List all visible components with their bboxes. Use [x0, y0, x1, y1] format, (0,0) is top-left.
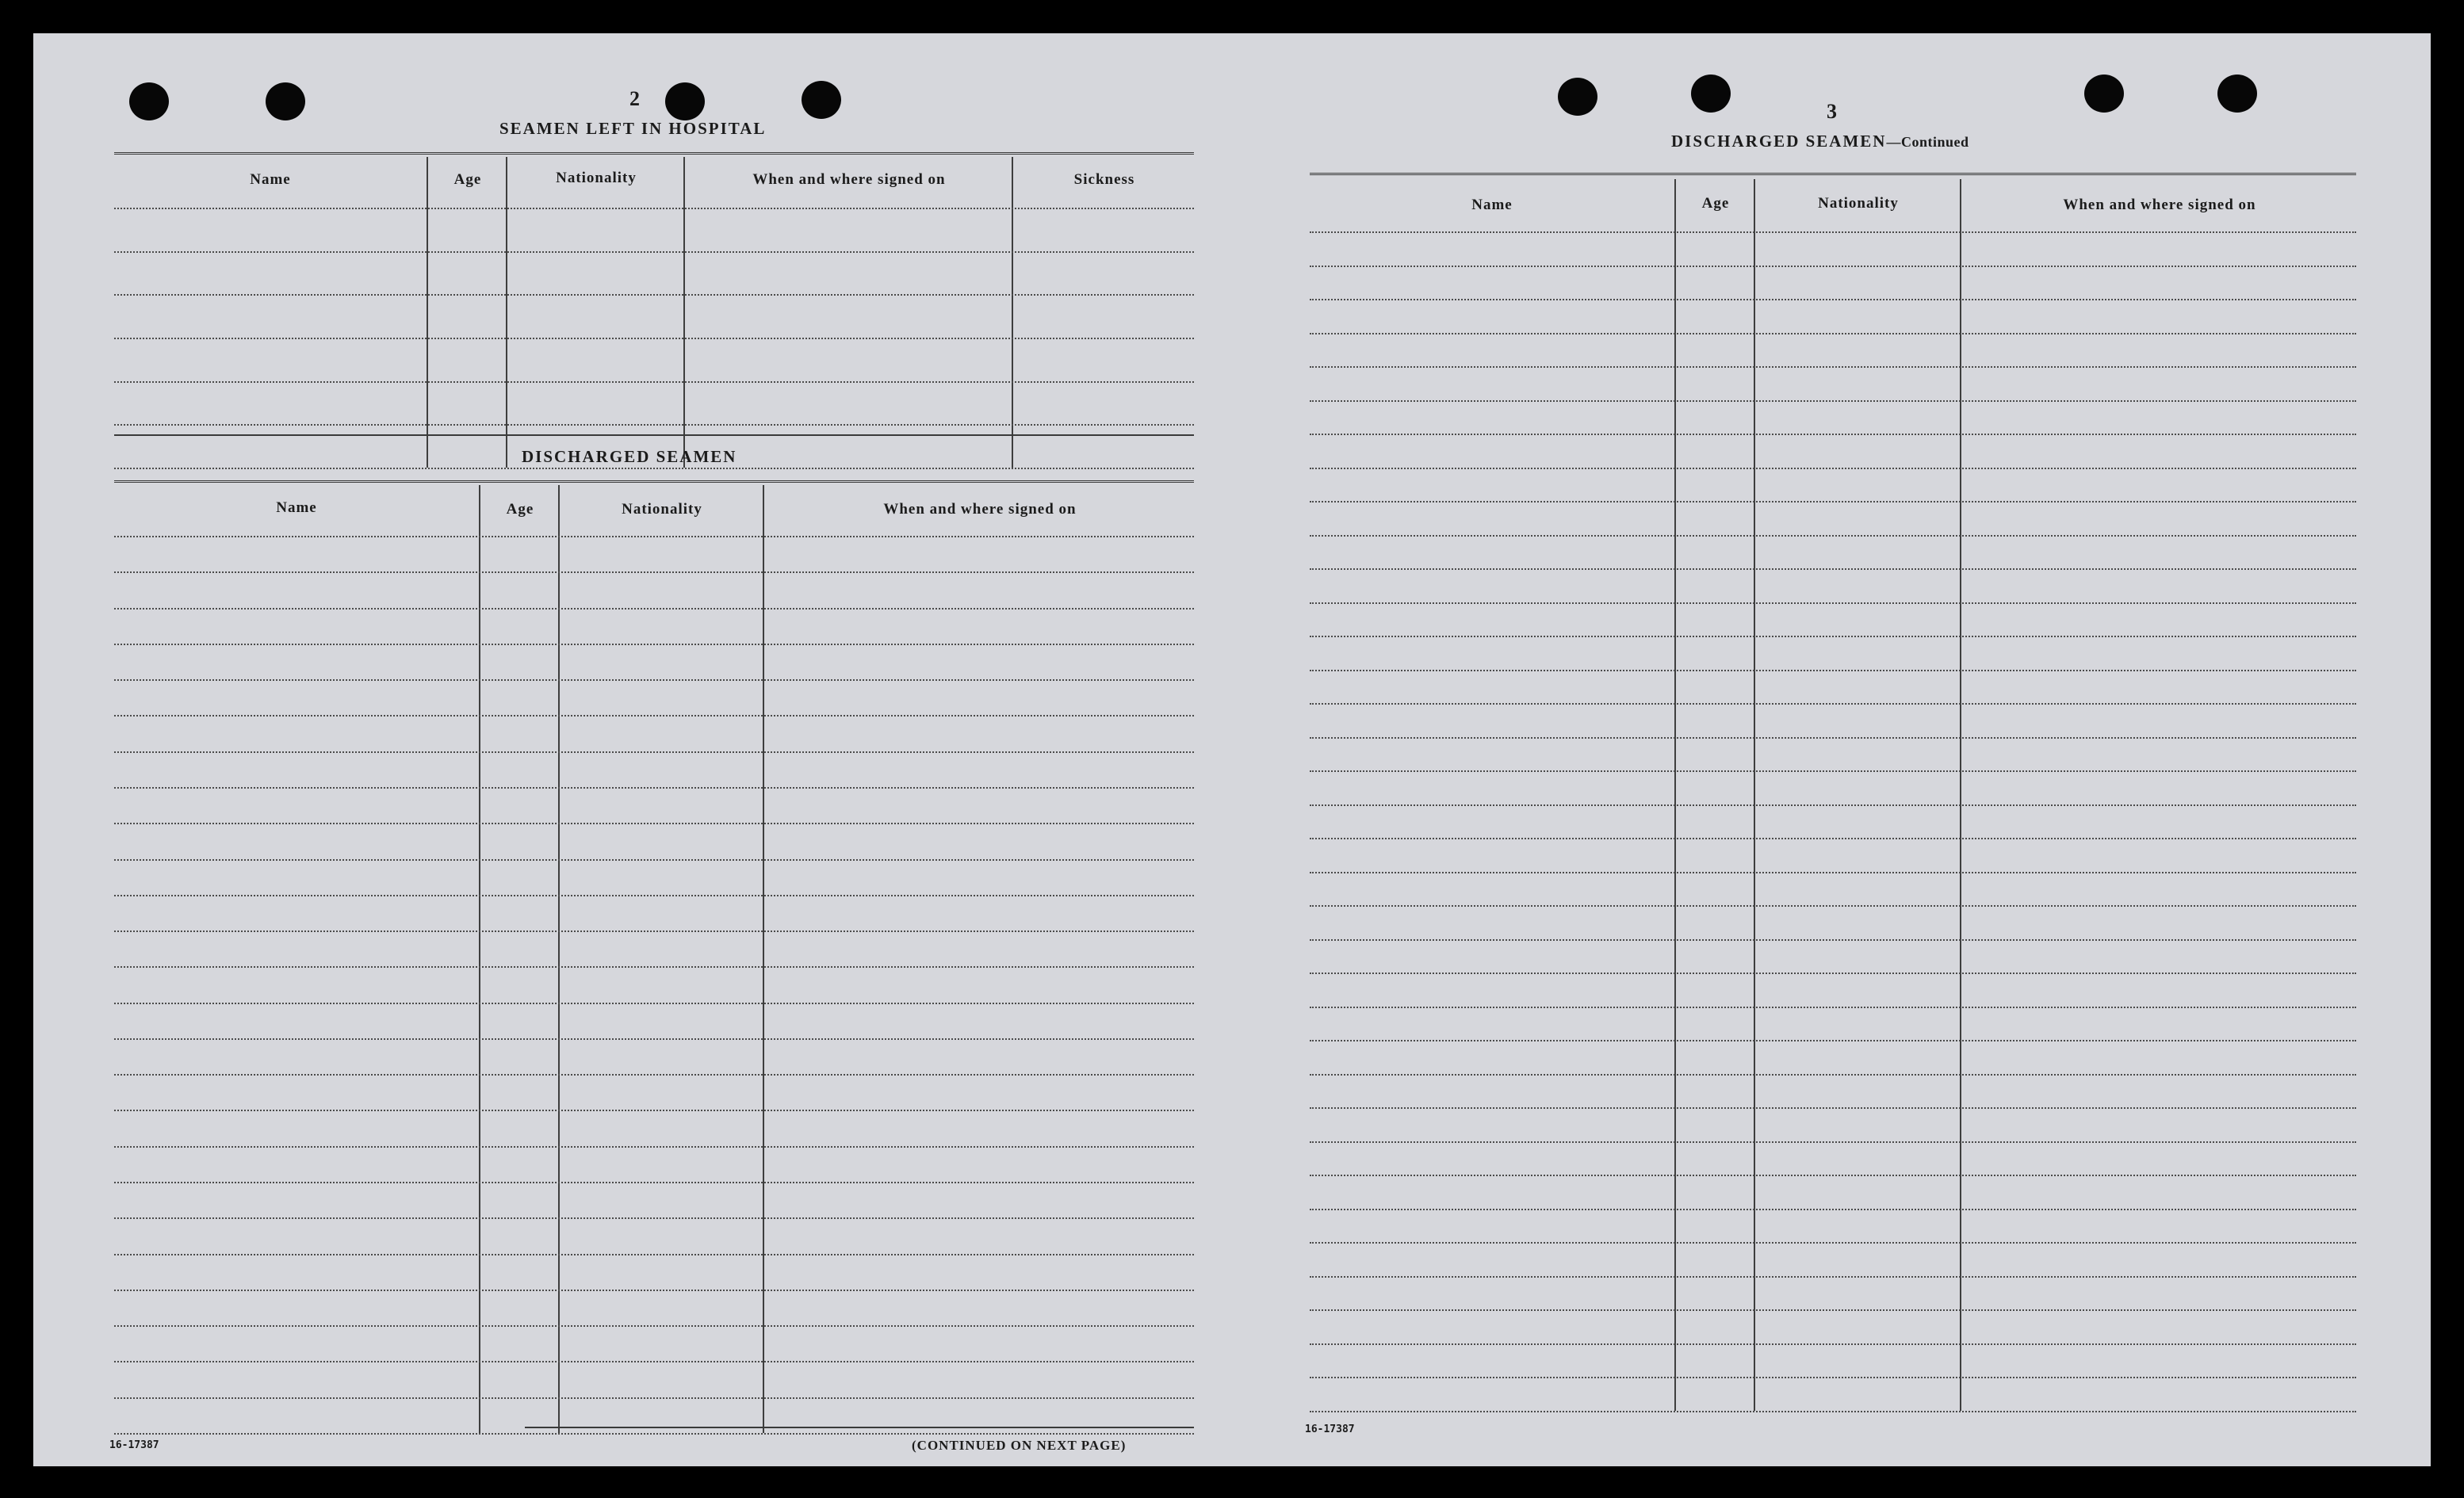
column-nationality	[1754, 179, 1961, 1411]
table-row	[114, 468, 1194, 469]
hospital-table	[114, 157, 1194, 468]
table-row	[114, 1325, 1194, 1327]
table-row	[1310, 636, 2356, 637]
table-row	[1310, 838, 2356, 839]
table-row	[1310, 1074, 2356, 1076]
column-sickness	[1012, 157, 1196, 468]
left-page-number: 2	[629, 87, 641, 110]
punch-hole-icon	[1691, 75, 1731, 113]
column-header: Name	[250, 171, 291, 188]
table-row	[1310, 973, 2356, 974]
hospital-top-rule	[114, 152, 1194, 156]
column-header: When and where signed on	[2063, 197, 2256, 213]
right-section-title-main: DISCHARGED SEAMEN	[1671, 132, 1887, 151]
table-row	[114, 1182, 1194, 1183]
form-code: 16-17387	[109, 1439, 159, 1451]
table-row	[1310, 468, 2356, 469]
table-row	[114, 751, 1194, 753]
column-name	[114, 157, 427, 468]
punch-hole-icon	[129, 82, 169, 120]
table-row	[1310, 434, 2356, 435]
table-row	[114, 823, 1194, 824]
table-row	[114, 1110, 1194, 1111]
column-header: Age	[453, 171, 482, 188]
column-nationality	[506, 157, 685, 468]
punch-hole-icon	[665, 82, 705, 120]
right-section-title	[1671, 132, 1969, 151]
table-row	[1310, 737, 2356, 739]
discharged-top-rule	[114, 480, 1194, 484]
table-row	[1310, 1141, 2356, 1143]
hospital-section-title: SEAMEN LEFT IN HOSPITAL	[499, 119, 767, 138]
table-row	[1310, 400, 2356, 402]
table-row	[1310, 1007, 2356, 1008]
table-row	[1310, 602, 2356, 604]
table-row	[1310, 1209, 2356, 1210]
table-row	[1310, 1107, 2356, 1109]
column-name	[1310, 179, 1674, 1411]
table-row	[1310, 1175, 2356, 1176]
column-signed-on	[683, 157, 1013, 468]
column-header: Nationality	[622, 501, 702, 518]
table-row	[114, 1003, 1194, 1004]
table-row	[114, 294, 1194, 296]
form-sheet	[33, 33, 2431, 1466]
column-header: Age	[1701, 195, 1730, 212]
header-rule	[114, 208, 1194, 209]
table-row	[114, 338, 1194, 339]
table-row	[114, 1397, 1194, 1399]
table-row	[1310, 568, 2356, 570]
table-row	[1310, 1343, 2356, 1345]
column-header: When and where signed on	[883, 501, 1077, 518]
column-header: Name	[276, 499, 317, 516]
right-page-number: 3	[1827, 100, 1838, 123]
punch-hole-icon	[2084, 75, 2124, 113]
table-row	[1310, 1411, 2356, 1412]
right-section-title-suffix: —Continued	[1886, 134, 1969, 150]
punch-hole-icon	[802, 81, 841, 119]
right-top-rule	[1310, 173, 2356, 177]
table-row	[114, 424, 1194, 426]
table-row	[114, 859, 1194, 861]
table-row	[114, 1217, 1194, 1219]
table-row	[114, 1038, 1194, 1040]
punch-hole-icon	[2217, 75, 2257, 113]
table-row	[114, 679, 1194, 681]
table-row	[114, 1146, 1194, 1148]
discharged-section-title: DISCHARGED SEAMEN	[522, 447, 737, 466]
column-header: When and where signed on	[752, 171, 946, 188]
table-row	[114, 1433, 1194, 1435]
table-row	[1310, 1309, 2356, 1311]
table-row	[114, 895, 1194, 896]
table-row	[114, 381, 1194, 383]
table-row	[114, 1254, 1194, 1255]
discharged-bottom-rule	[525, 1427, 1194, 1428]
table-row	[114, 1074, 1194, 1076]
table-row	[1310, 872, 2356, 873]
table-row	[114, 251, 1194, 253]
form-code: 16-17387	[1305, 1423, 1355, 1435]
table-row	[1310, 804, 2356, 806]
column-header: Nationality	[556, 170, 637, 186]
table-row	[114, 787, 1194, 789]
table-row	[114, 966, 1194, 968]
table-row	[114, 644, 1194, 645]
table-row	[114, 1361, 1194, 1362]
table-row	[1310, 535, 2356, 537]
table-row	[114, 571, 1194, 573]
table-row	[1310, 1377, 2356, 1378]
table-row	[1310, 1276, 2356, 1278]
continued-note: (CONTINUED ON NEXT PAGE)	[912, 1438, 1127, 1453]
discharged-table	[114, 485, 1194, 1433]
table-row	[114, 608, 1194, 610]
table-row	[1310, 1242, 2356, 1244]
column-header: Nationality	[1818, 195, 1899, 212]
table-row	[1310, 501, 2356, 503]
table-row	[1310, 1040, 2356, 1041]
column-signed-on	[1960, 179, 2358, 1411]
table-row	[1310, 366, 2356, 368]
table-row	[1310, 939, 2356, 941]
column-header: Sickness	[1073, 171, 1135, 188]
column-header: Name	[1471, 197, 1513, 213]
header-rule	[114, 536, 1194, 537]
table-row	[1310, 299, 2356, 300]
punch-hole-icon	[266, 82, 305, 120]
table-row	[114, 1290, 1194, 1291]
table-row	[114, 715, 1194, 717]
table-row	[1310, 266, 2356, 267]
column-header: Age	[506, 501, 534, 518]
table-row	[1310, 670, 2356, 671]
right-discharged-table	[1310, 179, 2356, 1411]
table-row	[1310, 905, 2356, 907]
hospital-bottom-rule	[114, 434, 1194, 436]
punch-hole-icon	[1558, 78, 1597, 116]
table-row	[1310, 333, 2356, 334]
column-age	[1674, 179, 1755, 1411]
table-row	[114, 931, 1194, 932]
header-rule	[1310, 231, 2356, 233]
table-row	[1310, 770, 2356, 772]
column-age	[427, 157, 507, 468]
table-row	[1310, 703, 2356, 705]
